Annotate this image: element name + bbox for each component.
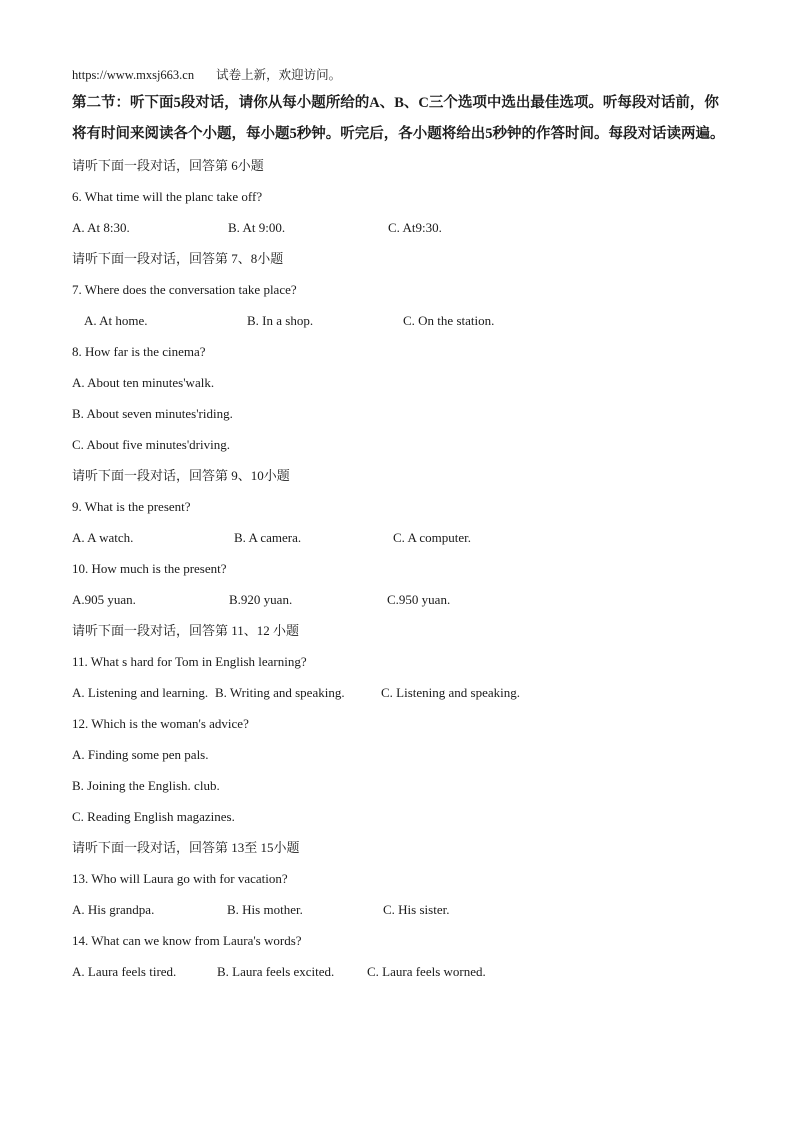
question-10-options bbox=[72, 584, 732, 615]
option-12a: A. Finding some pen pals. bbox=[72, 747, 209, 762]
group-instruction: 请听下面一段对话，回答第 13至 15小题 bbox=[72, 840, 300, 855]
option-11b: B. Writing and speaking. bbox=[215, 685, 345, 700]
option-6c: C. At9:30. bbox=[388, 220, 442, 235]
exam-page bbox=[72, 64, 732, 987]
header-note: 试卷上新，欢迎访问。 bbox=[216, 68, 342, 82]
option-6a: A. At 8:30. bbox=[72, 220, 130, 235]
question-9: 9. What is the present? bbox=[72, 499, 191, 514]
option-9b: B. A camera. bbox=[234, 530, 302, 545]
question-8: 8. How far is the cinema? bbox=[72, 344, 206, 359]
option-14b: B. Laura feels excited. bbox=[217, 964, 335, 979]
option-14a: A. Laura feels tired. bbox=[72, 964, 177, 979]
option-10a: A.905 yuan. bbox=[72, 592, 136, 607]
group-instruction: 请听下面一段对话，回答第 11、12 小题 bbox=[72, 623, 300, 638]
group-instruction: 请听下面一段对话，回答第 7、8小题 bbox=[72, 251, 284, 266]
question-11: 11. What s hard for Tom in English learning? bbox=[72, 654, 307, 669]
option-7c: C. On the station. bbox=[403, 313, 495, 328]
header-url[interactable]: https://www.mxsj663.cn bbox=[72, 68, 195, 82]
question-13-options bbox=[72, 894, 732, 925]
group-instruction: 请听下面一段对话，回答第 6小题 bbox=[72, 158, 264, 173]
question-11-options bbox=[72, 677, 732, 708]
option-13a: A. His grandpa. bbox=[72, 902, 155, 917]
option-10b: B.920 yuan. bbox=[229, 592, 293, 607]
question-7-options bbox=[72, 305, 732, 336]
page-header bbox=[72, 64, 732, 86]
option-12c: C. Reading English magazines. bbox=[72, 809, 235, 824]
question-10: 10. How much is the present? bbox=[72, 561, 227, 576]
group-instruction: 请听下面一段对话，回答第 9、10小题 bbox=[72, 468, 290, 483]
option-14c: C. Laura feels worned. bbox=[367, 964, 486, 979]
option-11a: A. Listening and learning. bbox=[72, 685, 209, 700]
question-12: 12. Which is the woman's advice? bbox=[72, 716, 249, 731]
question-14-options bbox=[72, 956, 732, 987]
option-6b: B. At 9:00. bbox=[228, 220, 286, 235]
option-8c: C. About five minutes'driving. bbox=[72, 437, 230, 452]
section-intro: 第二节：听下面5段对话，请你从每小题所给的A、B、C三个选项中选出最佳选项。听每段对话前，你将有时间来阅读各个小题，每小题5秒钟。听完后，各小题将给出5秒钟的作答时间。每段对话读两遍。 bbox=[72, 95, 725, 142]
question-7: 7. Where does the conversation take place? bbox=[72, 282, 297, 297]
option-9c: C. A computer. bbox=[393, 530, 471, 545]
option-9a: A. A watch. bbox=[72, 530, 134, 545]
option-10c: C.950 yuan. bbox=[387, 592, 451, 607]
option-13c: C. His sister. bbox=[383, 902, 450, 917]
option-8a: A. About ten minutes'walk. bbox=[72, 375, 215, 390]
option-7a: A. At home. bbox=[84, 313, 148, 328]
option-12b: B. Joining the English. club. bbox=[72, 778, 220, 793]
option-11c: C. Listening and speaking. bbox=[381, 685, 521, 700]
option-13b: B. His mother. bbox=[227, 902, 303, 917]
question-9-options bbox=[72, 522, 732, 553]
question-6: 6. What time will the planc take off? bbox=[72, 189, 263, 204]
option-7b: B. In a shop. bbox=[247, 313, 314, 328]
question-14: 14. What can we know from Laura's words? bbox=[72, 933, 302, 948]
question-6-options bbox=[72, 212, 732, 243]
option-8b: B. About seven minutes'riding. bbox=[72, 406, 233, 421]
question-13: 13. Who will Laura go with for vacation? bbox=[72, 871, 288, 886]
